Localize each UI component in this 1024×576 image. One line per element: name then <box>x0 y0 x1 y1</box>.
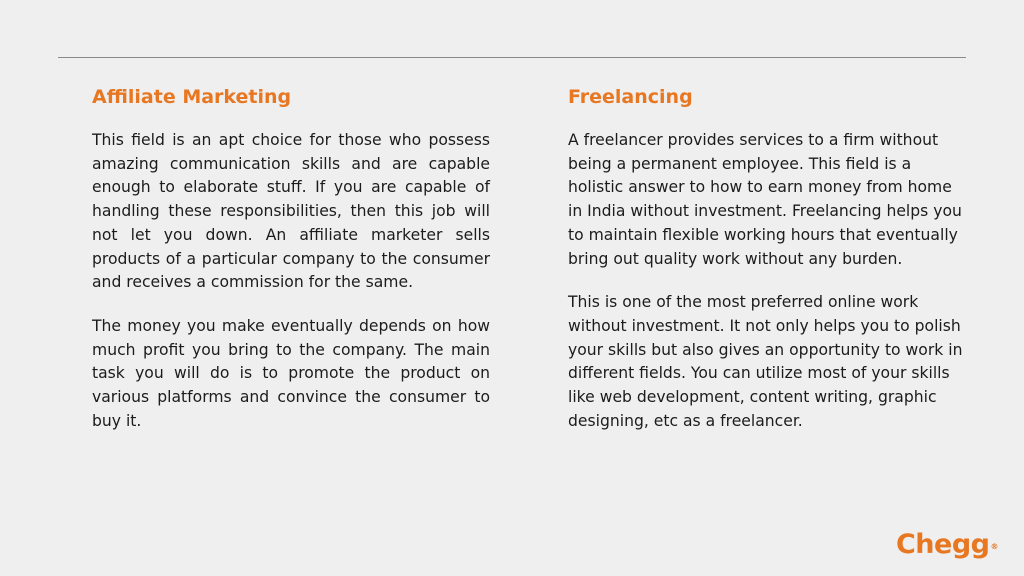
chegg-logo <box>896 530 998 560</box>
paragraph: A freelancer provides services to a firm without being a permanent employee. This field is a holistic answer to how to earn money from home in India without investment. Freelancing helps you to maintain flexible working hours that eventually bring out quality work without any burden. <box>568 131 962 268</box>
affiliate-marketing-section <box>92 84 490 453</box>
freelancing-section <box>568 84 966 453</box>
top-divider <box>58 57 966 58</box>
paragraph: This is one of the most preferred online work without investment. It not only helps you to polish your skills but also gives an opportunity to work in different fields. You can utilize most of your skills like web development, content writing, graphic designing, etc as a freelancer. <box>568 293 963 430</box>
paragraph: The money you make eventually depends on how much profit you bring to the company. The main task you will do is to promote the product on various platforms and convince the consumer to buy it. <box>92 316 490 430</box>
logo-text: Chegg <box>895 529 990 560</box>
section-title: Affiliate Marketing <box>92 86 292 108</box>
paragraph: This field is an apt choice for those who possess amazing communication skills and are capable enough to elaborate stuff. If you are capable of handling these responsibilities, then this job will not let you down. An affiliate marketer sells products of a particular company to the consumer and receives a commission for the same. <box>92 131 490 292</box>
registered-mark: ® <box>990 542 998 551</box>
section-title: Freelancing <box>568 86 693 108</box>
